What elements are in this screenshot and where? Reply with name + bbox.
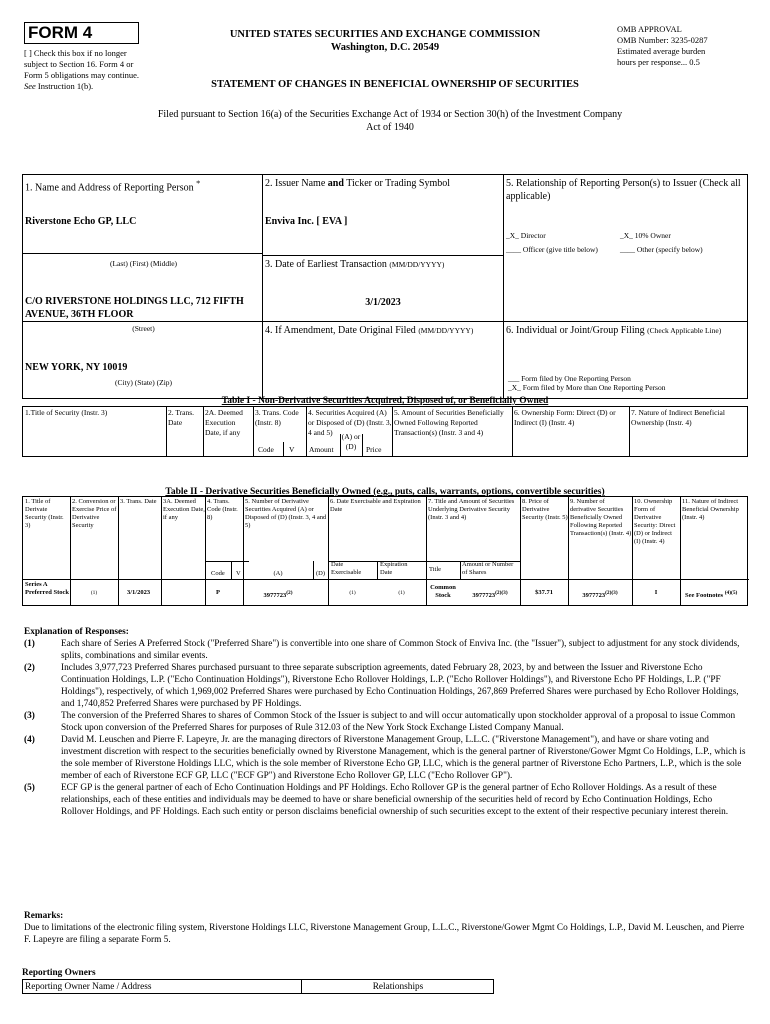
filing-label: 6. Individual or Joint/Group Filing (Check Applicable Line) [506,325,722,336]
t1-h1: 1.Title of Security (Instr. 3) [25,408,108,417]
owners-table: Reporting Owner Name / Address Relationships [22,979,494,994]
reporting-person-label: 1. Name and Address of Reporting Person * [25,179,201,194]
t2-row-form: I [654,589,658,596]
t1-h5: 5. Amount of Securities Beneficially Owned Following Reported Transaction(s) (Instr. 3 and 4) [394,408,504,437]
issuer-label: 2. Issuer Name and Ticker or Trading Symbol [265,178,451,189]
t2-row-date: 3/1/2023 [127,589,151,596]
table1-subheader: Code V Amount (A) or (D) Price [22,442,748,456]
t2-row-u-amount: $3977723^{(2)(3)}$ [472,590,508,600]
t2-row-conv: (1) [90,590,98,596]
box-issuer [262,174,504,399]
explanation-item: (1) Each share of Series A Preferred Stock ("Preferred Share") is convertible into one share of Common Stock of Enviva Inc. (the "Issuer"), subject to adjustment for any stock dividends, splits, combinations and similar events. [24,639,740,661]
reporting-person-street: C/O RIVERSTONE HOLDINGS LLC, 712 FIFTH AVENUE, 36TH FLOOR [25,296,244,320]
amendment-label: 4. If Amendment, Date Original Filed (MM/DD/YYYY) [265,325,474,336]
t1-h7: 7. Nature of Indirect Beneficial Ownership (Instr. 4) [631,408,725,427]
issuer-value: Enviva Inc. [ EVA ] [265,216,348,227]
explanation-item: (4) David M. Leuschen and Pierre F. Lapeyre, Jr. are the managing directors of Riverstone Management Group, L.L.C. ("Riverstone Management"), and have or share voting and investment discretion with respect to the securities beneficially owned by Riverstone Management, which is the general partner of Riverstone/Gower Mgmt Co Holdings, L.P., which is the sole member of Riverstone Holdings LLC, which is the sole member of Riverstone Echo GP, LLC, which is the general partner of Riverstone Echo Partners, L.P., which is the sole member of each of Riverstone ECF GP, LLC ("ECF GP") and Riverstone Echo Rollover GP, LLC ("Echo Rollover GP"). [24,735,746,781]
t1-h6: 6. Ownership Form: Direct (D) or Indirect (I) (Instr. 4) [514,408,616,427]
street-hint: (Street) [132,324,155,333]
filing-more: _X_ Form filed by More than One Reporting Person [508,383,666,392]
table2-title: Table II - Derivative Securities Beneficially Owned (e.g., puts, calls, warrants, options, convertible securities) [165,487,605,497]
t1-h4: 4. Securities Acquired (A) or Disposed of (D) (Instr. 3, 4 and 5) [308,408,392,437]
reporting-person-name: Riverstone Echo GP, LLC [25,216,137,227]
t2-row-code: P [216,589,220,596]
director-check: _X_ Director [506,231,546,240]
table2: 1. Title of Derivate Security (Instr. 3) 2. Conversion or Exercise Price of Derivative Security 3. Trans. Date 3A. Deemed Execution Date, if any 4. Trans. Code (Instr. 8) 5. Number of Derivative Securities Acquired (A) or Disposed of (D) (Instr. 3, 4 and 5) 6. Date Exercisable and Expiration Date 7. Title and Amount of Securities Underlying Derivative Security (Instr. 3 and 4) 8. Price of Derivative Security (Instr. 5) 9. Number of derivative Securities Beneficially Owned Following Reported Transaction(s) (Instr. 4) 10. Ownership Form of Derivative Security: Direct (D) or Indirect (I) (Instr. 4) 11. Nature of Indirect Beneficial Ownership (Instr. 4) Code V (A) (D) Date Exercisable Expiration Date Title Amount or Number of Shares Series A Preferred Stock $^{(1)}$ 3/1/2023 P 3977723$^{(2)}$ $^{(1)}$ $^{(1)}$ Common Stock $3977723^{(2)(3)}$ $37.71 $3977723^{(2)(3)}$ I See Footnotes $^{(4)(5)}$ [22,496,748,606]
t2-row-price: $37.71 [535,589,553,596]
earliest-txn-label: 3. Date of Earliest Transaction (MM/DD/YYYY) [265,259,445,270]
t2-row-exp: (1) [398,590,405,596]
officer-check: ____ Officer (give title below) [506,245,598,254]
box-relationship [503,174,748,399]
explanation-item: (2) Includes 3,977,723 Preferred Shares purchased pursuant to three separate subscription agreements, dated February 28, 2023, by and between the Issuer and Riverstone Echo Continuation Holdings, L.P. ("Echo Continuation Holdings"), Riverstone Echo Rollover Holdings, L.P. ("Echo Rollover Holdings"), and Riverstone Echo PF Holdings, L.P. ("PF Holdings"), respectively, of which 1,969,002 Preferred Shares were purchased by Echo Continuation Holdings, 267,869 Preferred Shares were purchased by Echo Rollover Holdings, and 1,740,852 Preferred Shares were purchased by PF Holdings. [24,663,739,709]
form-label: FORM 4 [24,22,139,44]
explanation-list [24,638,746,818]
statement-title: STATEMENT OF CHANGES IN BENEFICIAL OWNERSHIP OF SECURITIES [211,79,579,90]
relationship-label: 5. Relationship of Reporting Person(s) to Issuer (Check all applicable) [506,178,741,202]
name-hint: (Last) (First) (Middle) [109,259,178,268]
city-hint: (City) (State) (Zip) [114,378,173,387]
t2-row-a: 3977723$^{(2)}$ [263,590,293,600]
omb-approval: OMB APPROVAL OMB Number: 3235-0287 Estimated average burden hours per response... 0.5 [617,24,708,67]
explanation-item: (3) The conversion of the Preferred Shares to shares of Common Stock of the Issuer is subject to and will occur automatically upon stockholder approval of a proposal to issue Common Stock upon conversion of the Preferred Shares for purposes of Rule 312.03 of the New York Stock Exchange Listed Company Manual. [24,711,736,733]
explanation-item: (5) ECF GP is the general partner of each of Echo Continuation Holdings and PF Holdings. Echo Rollover GP is the general partner of Echo Rollover Holdings. As a result of these relationships, each of these entities and individuals may be deemed to have or share beneficial ownership of the securities held of record by Echo Continuation Holdings, Echo Rollover Holdings, and PF Holdings. Each such entity or person disclaims beneficial ownership of such securities except to the extent of their respective pecuniary interest therein. [24,783,729,817]
box-reporting-person [22,174,263,399]
t2-row-owned: $3977723^{(2)(3)}$ [582,590,618,600]
explanation-heading: Explanation of Responses: [24,627,129,637]
ten-pct-check: _X_ 10% Owner [620,231,671,240]
reporting-person-city: NEW YORK, NY 10019 [25,362,128,373]
table1-title: Table I - Non-Derivative Securities Acquired, Disposed of, or Beneficially Owned [221,396,549,406]
t2-row-u-title: Common Stock [430,584,456,599]
t2-row-date-ex: (1) [349,590,356,596]
remarks-heading: Remarks: [24,911,64,921]
earliest-txn-value: 3/1/2023 [365,297,401,308]
t1-h2: 2. Trans. Date [168,408,195,427]
t1-h2a: 2A. Deemed Execution Date, if any [205,408,243,437]
filing-one: ___ Form filed by One Reporting Person [508,374,631,383]
t2-row-nature: See Footnotes $^{(4)(5)}$ [685,590,738,600]
owners-heading: Reporting Owners [22,968,96,978]
checkbox-note: [ ] Check this box if no longer subject to Section 16. Form 4 or Form 5 obligations may continue. See Instruction 1(b). [24,48,139,91]
agency-title: UNITED STATES SECURITIES AND EXCHANGE COMMISSION Washington, D.C. 20549 [229,29,541,53]
t1-h3: 3. Trans. Code (Instr. 8) [255,408,299,427]
filed-pursuant: Filed pursuant to Section 16(a) of the Securities Exchange Act of 1934 or Section 30(h) of the Investment Company Act of 1940 [157,109,623,133]
other-check: ____ Other (specify below) [620,245,703,254]
t2-row-title: Series A Preferred Stock [25,581,69,596]
remarks-text: Due to limitations of the electronic filing system, Riverstone Holdings LLC, Riverstone Management Group, L.L.C., Riverstone/Gower Mgmt Co Holdings, L.P., David M. Leuschen, and Pierre F. Lapeyre are filing a separate Form 5. [24,923,745,945]
